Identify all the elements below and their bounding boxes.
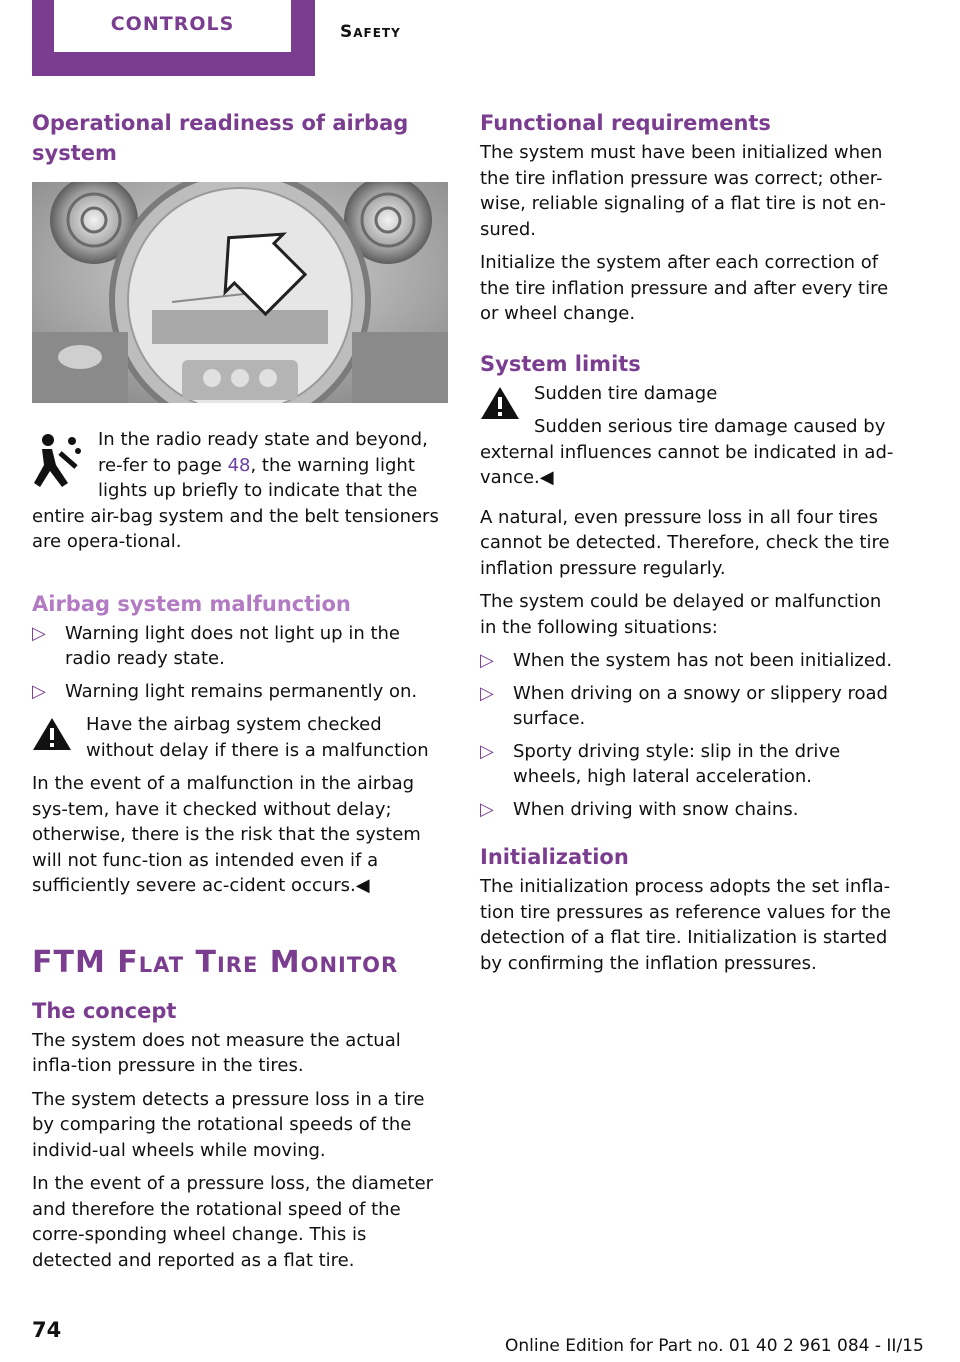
- left-column: [32, 108, 448, 1281]
- heading-malfunction: Airbag system malfunction: [32, 591, 351, 616]
- tab-controls[interactable]: [32, 0, 315, 76]
- functional-p2: Initialize the system after each correction of the tire inflation pressure and after every tire or wheel change.: [480, 252, 889, 324]
- airbag-warning-note: [32, 712, 448, 899]
- tab-safety[interactable]: Safety: [340, 22, 401, 42]
- list-item: ▷ Sporty driving style: slip in the drive wheels, high lateral acceleration.: [480, 740, 841, 787]
- heading-ftm: FTM Flat Tire Monitor: [32, 944, 399, 980]
- page-48-link[interactable]: 48: [227, 454, 251, 476]
- warning-lead: Have the airbag system checked without delay if there is a malfunction: [86, 714, 429, 761]
- heading-concept: The concept: [32, 998, 177, 1023]
- readiness-paragraph: [32, 427, 448, 555]
- init-p1: The initialization process adopts the set infla-tion tire pressures as reference values for the detection of a flat tire. Initialization is started by confirming the inflation pressures.: [480, 876, 891, 974]
- limits-p1: A natural, even pressure loss in all four tires cannot be detected. Therefore, check the tire inflation pressure regularly.: [480, 506, 890, 579]
- heading-readiness: Operational readiness of airbag system: [32, 111, 409, 165]
- heading-initialization: Initialization: [480, 845, 629, 869]
- limits-warning-note: [480, 381, 896, 491]
- limits-p2: The system could be delayed or malfunction in the following situations:: [480, 591, 882, 638]
- triangle-bullet-icon: ▷: [480, 798, 494, 820]
- list-item: ▷ Warning light remains permanently on.: [32, 679, 448, 705]
- triangle-bullet-icon: ▷: [32, 622, 46, 644]
- tab-controls-label: CONTROLS: [54, 0, 291, 52]
- readiness-text-1: In the radio ready state and beyond, re-fer to page: [98, 429, 428, 476]
- malfunction-list: [32, 621, 448, 705]
- triangle-bullet-icon: ▷: [480, 650, 494, 671]
- concept-p1: The system does not measure the actual infla-tion pressure in the tires.: [32, 1029, 401, 1076]
- instrument-cluster-photo: [32, 182, 448, 403]
- list-item: ▷ When driving on a snowy or slippery road surface.: [480, 682, 888, 729]
- warning-triangle-icon: [32, 716, 72, 752]
- warning-body: In the event of a malfunction in the airbag sys-tem, have it checked without delay; otherwise, there is the risk that the system will not func-tion as intended even if a sufficiently severe ac-cident occurs.◀: [32, 773, 421, 896]
- edition-footer: Online Edition for Part no. 01 40 2 961 084 - II/15: [505, 1336, 924, 1356]
- list-item: ▷ When the system has not been initialized.: [480, 648, 896, 674]
- functional-p1: The system must have been initialized when the tire inflation pressure was correct; other-wise, reliable signaling of a flat tire is not en-sured.: [480, 142, 886, 240]
- list-item: ▷ Warning light does not light up in the radio ready state.: [32, 622, 400, 669]
- header-tabbar: [0, 0, 960, 78]
- triangle-bullet-icon: ▷: [32, 680, 46, 702]
- concept-p2: The system detects a pressure loss in a tire by comparing the rotational speeds of the individ-ual wheels while moving.: [32, 1088, 425, 1161]
- triangle-bullet-icon: ▷: [480, 682, 494, 704]
- warning-triangle-icon: [480, 385, 520, 421]
- airbag-warning-icon: [32, 431, 84, 493]
- readiness-text-2: , the warning light lights up briefly to indicate that the entire air-bag system and the belt tensioners are opera-tional.: [32, 454, 439, 552]
- page-number: 74: [32, 1318, 62, 1342]
- limits-warn-body: Sudden serious tire damage caused by external influences cannot be indicated in ad-vance.◀: [480, 416, 894, 488]
- heading-functional: Functional requirements: [480, 111, 771, 135]
- heading-limits: System limits: [480, 351, 641, 376]
- triangle-bullet-icon: ▷: [480, 740, 494, 762]
- limits-list: [480, 648, 896, 822]
- concept-p3: In the event of a pressure loss, the diameter and therefore the rotational speed of the corre-sponding wheel change. This is detected and reported as a flat tire.: [32, 1173, 434, 1271]
- limits-warn-title: Sudden tire damage: [534, 382, 718, 404]
- right-column: [480, 108, 896, 984]
- list-item: ▷ When driving with snow chains.: [480, 797, 896, 823]
